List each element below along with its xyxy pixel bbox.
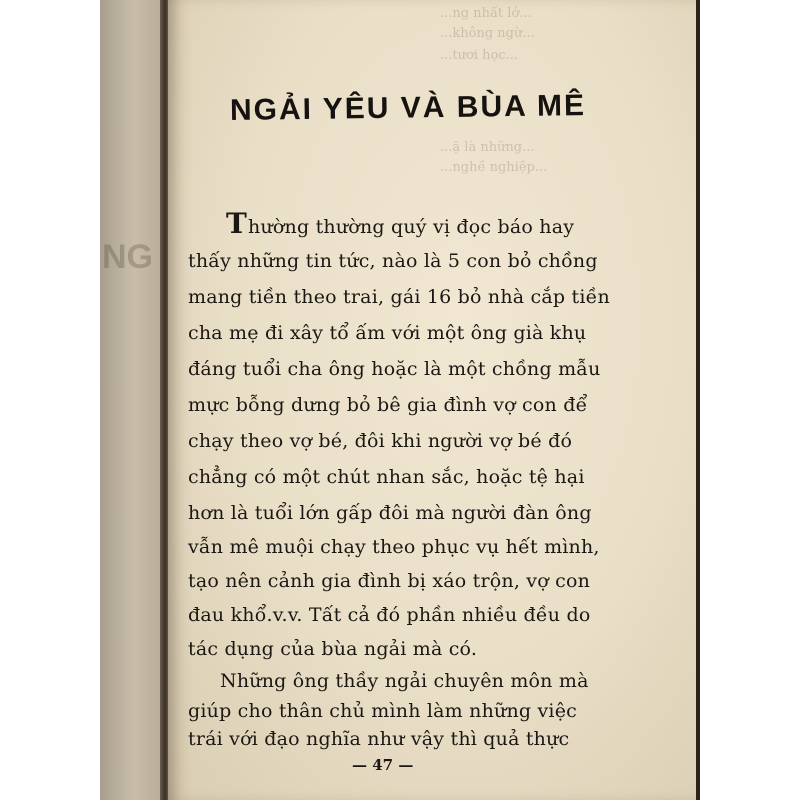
drop-cap: T xyxy=(226,207,248,240)
text-line: vẫn mê muội chạy theo phục vụ hết mình, xyxy=(188,536,600,558)
text-line: Những ông thầy ngải chuyên môn mà xyxy=(220,670,589,692)
bleed-through-text: ...không ngừ... xyxy=(440,26,535,41)
text-line: giúp cho thân chủ mình làm những việc xyxy=(188,700,577,722)
text-line: cha mẹ đi xây tổ ấm với một ông già khụ xyxy=(188,322,587,344)
previous-page-edge xyxy=(100,0,162,800)
bleed-through-text: ...ng nhất lớ... xyxy=(440,6,532,21)
text-line: tạo nên cảnh gia đình bị xáo trộn, vợ con xyxy=(188,570,591,592)
text-line: hơn là tuổi lớn gấp đôi mà người đàn ông xyxy=(188,502,592,524)
text-line: tác dụng của bùa ngải mà có. xyxy=(188,638,478,660)
text-line: trái với đạo nghĩa như vậy thì quả thực xyxy=(188,728,570,750)
text-line: đau khổ.v.v. Tất cả đó phần nhiều đều do xyxy=(188,604,591,626)
text-line xyxy=(226,207,575,240)
bleed-through-text: ...tươi học... xyxy=(440,48,518,63)
text-line: thấy những tin tức, nào là 5 con bỏ chồng xyxy=(188,250,598,272)
bleed-through-text: ...ặ là những... xyxy=(440,140,535,155)
text-line: chẳng có một chút nhan sắc, hoặc tệ hại xyxy=(188,466,585,488)
text-line-content: hường thường quý vị đọc báo hay xyxy=(248,216,575,238)
text-line: mực bỗng dưng bỏ bê gia đình vợ con để xyxy=(188,394,588,416)
bleed-through-text: ...nghề nghiệp... xyxy=(440,160,548,175)
page-number: — 47 — xyxy=(352,756,414,774)
text-line: mang tiền theo trai, gái 16 bỏ nhà cắp tiền xyxy=(188,286,610,308)
chapter-title: NGẢI YÊU VÀ BÙA MÊ xyxy=(229,89,587,127)
text-line: đáng tuổi cha ông hoặc là một chồng mẫu xyxy=(188,358,601,380)
text-line: chạy theo vợ bé, đôi khi người vợ bé đó xyxy=(188,430,573,452)
page-right-edge xyxy=(696,0,700,800)
previous-page-text: NG xyxy=(102,238,153,276)
